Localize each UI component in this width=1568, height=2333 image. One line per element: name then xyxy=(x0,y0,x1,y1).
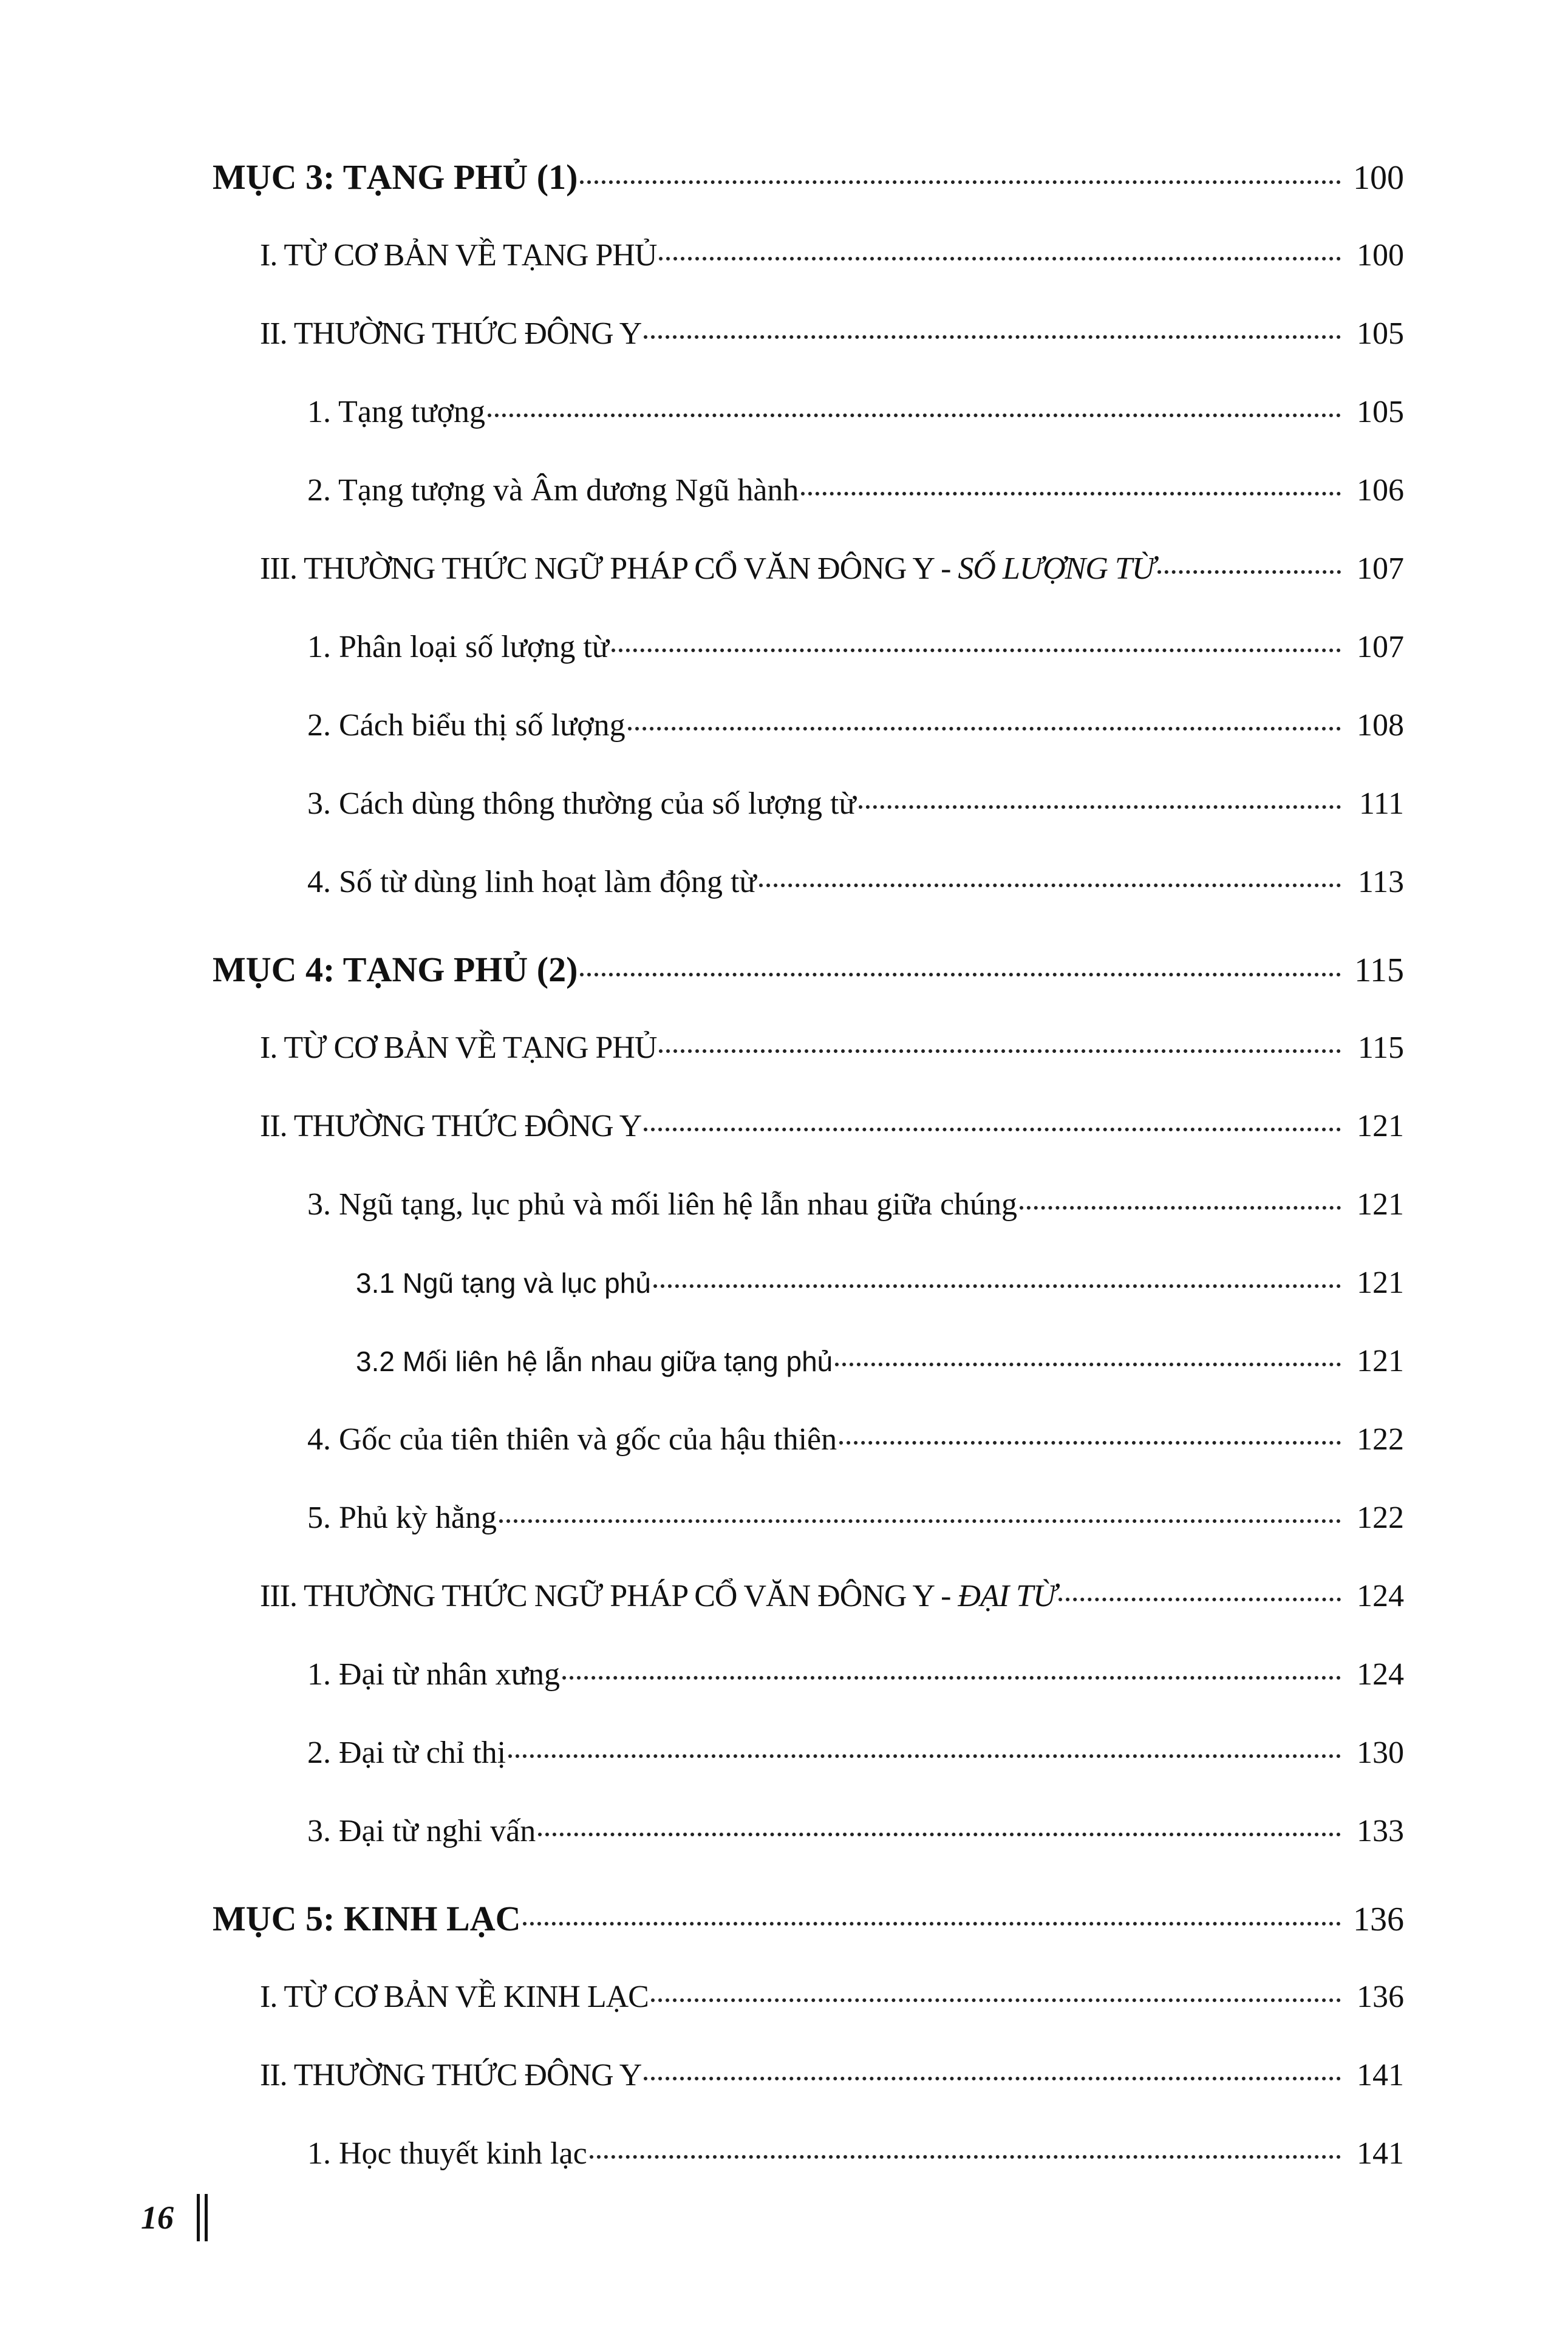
dot-leader xyxy=(644,2077,1341,2080)
toc-entry-title: 2. Tạng tượng và Âm dương Ngũ hành xyxy=(307,473,799,508)
toc-entry-title: 4. Gốc của tiên thiên và gốc của hậu thiên xyxy=(307,1422,837,1457)
dot-leader xyxy=(538,1833,1341,1836)
toc-entry-page: 107 xyxy=(1357,551,1404,586)
toc-entry-title: 1. Tạng tượng xyxy=(307,395,486,429)
toc-entry xyxy=(307,466,1404,515)
toc-entry-title: II. THƯỜNG THỨC ĐÔNG Y xyxy=(260,316,642,351)
toc-entry-title: MỤC 3: TẠNG PHỦ (1) xyxy=(213,157,578,197)
toc-entry xyxy=(307,1415,1404,1464)
dot-leader xyxy=(580,180,1341,184)
toc-entry-page: 115 xyxy=(1357,1030,1404,1065)
toc-entry-page: 111 xyxy=(1358,786,1404,821)
toc-entry xyxy=(356,1337,1404,1386)
toc-entry-page: 100 xyxy=(1357,238,1404,273)
toc-entry-page: 107 xyxy=(1357,630,1404,664)
dot-leader xyxy=(562,1676,1341,1680)
toc-entry xyxy=(260,2051,1404,2100)
toc-entry-title: 2. Đại từ chỉ thị xyxy=(307,1735,506,1770)
toc-entry-page: 136 xyxy=(1357,1980,1404,2014)
toc-entry-page: 113 xyxy=(1357,865,1404,899)
folio-divider xyxy=(205,2194,208,2241)
dot-leader xyxy=(759,884,1341,887)
toc-entry-page: 121 xyxy=(1357,1344,1404,1378)
toc-entry-title: 4. Số từ dùng linh hoạt làm động từ xyxy=(307,865,757,899)
toc-entry-title: 3.2 Mối liên hệ lẫn nhau giữa tạng phủ xyxy=(356,1346,833,1377)
toc-entry-section-4 xyxy=(213,945,1404,994)
toc-entry-page: 121 xyxy=(1357,1265,1404,1300)
toc-entry xyxy=(356,1259,1404,1307)
dot-leader xyxy=(801,492,1341,496)
toc-entry-title xyxy=(260,1572,1056,1621)
dot-leader xyxy=(628,727,1341,731)
toc-entry xyxy=(260,545,1404,593)
dot-leader xyxy=(1020,1206,1341,1210)
toc-entry xyxy=(307,623,1404,672)
toc-entry-section-5 xyxy=(213,1895,1404,1943)
toc-entry xyxy=(307,780,1404,828)
toc-entry-page: 115 xyxy=(1354,952,1404,989)
toc-entry xyxy=(307,701,1404,750)
dot-leader xyxy=(523,1922,1341,1926)
folio-divider xyxy=(197,2194,200,2241)
toc-entry-page: 105 xyxy=(1357,395,1404,429)
toc-entry-title: 1. Phân loại số lượng từ xyxy=(307,630,609,664)
toc-entry-title xyxy=(260,545,1155,593)
dot-leader xyxy=(499,1519,1341,1523)
page-number: 16 xyxy=(141,2199,174,2236)
toc-entry-title-text: III. THƯỜNG THỨC NGỮ PHÁP CỔ VĂN ĐÔNG Y - xyxy=(260,1579,958,1613)
dot-leader xyxy=(659,1049,1341,1053)
toc-entry-section-3 xyxy=(213,153,1404,202)
toc-entry-page: 141 xyxy=(1357,2136,1404,2171)
toc-entry-page: 108 xyxy=(1357,708,1404,743)
toc-entry-title: 1. Học thuyết kinh lạc xyxy=(307,2136,587,2171)
dot-leader xyxy=(835,1363,1341,1366)
dot-leader xyxy=(488,414,1341,417)
dot-leader xyxy=(580,973,1341,976)
toc-entry xyxy=(307,1494,1404,1542)
toc-entry-page: 106 xyxy=(1357,473,1404,508)
toc-entry-title: I. TỪ CƠ BẢN VỀ TẠNG PHỦ xyxy=(260,238,657,273)
page-footer xyxy=(141,2193,208,2242)
toc-entry-page: 121 xyxy=(1357,1187,1404,1222)
toc-entry xyxy=(307,2130,1404,2178)
toc-entry-page: 124 xyxy=(1357,1579,1404,1613)
dot-leader xyxy=(651,1998,1341,2002)
toc-entry-page: 133 xyxy=(1357,1814,1404,1848)
toc-entry-title: MỤC 4: TẠNG PHỦ (2) xyxy=(213,950,578,989)
dot-leader xyxy=(612,649,1341,652)
dot-leader xyxy=(644,335,1341,339)
dot-leader xyxy=(653,1284,1341,1288)
toc-entry xyxy=(260,1572,1404,1621)
toc-entry xyxy=(307,1650,1404,1699)
toc-entry xyxy=(260,1973,1404,2021)
toc-entry xyxy=(307,1180,1404,1229)
dot-leader xyxy=(859,805,1341,809)
toc-entry xyxy=(307,858,1404,907)
dot-leader xyxy=(1157,570,1341,574)
toc-entry-title: 3.1 Ngũ tạng và lục phủ xyxy=(356,1267,651,1299)
toc-entry-page: 122 xyxy=(1357,1500,1404,1535)
dot-leader xyxy=(1058,1598,1341,1601)
toc-entry-page: 136 xyxy=(1353,1901,1404,1938)
dot-leader xyxy=(508,1754,1341,1758)
toc-entry xyxy=(307,1807,1404,1856)
dot-leader xyxy=(590,2155,1341,2159)
toc-entry-page: 130 xyxy=(1357,1735,1404,1770)
toc-entry-title-italic: ĐẠI TỪ xyxy=(958,1579,1057,1613)
dot-leader xyxy=(839,1441,1341,1445)
toc-entry xyxy=(260,310,1404,358)
dot-leader xyxy=(659,257,1341,261)
toc-entry xyxy=(307,1729,1404,1777)
toc-entry-title: MỤC 5: KINH LẠC xyxy=(213,1899,521,1938)
toc-entry-title: I. TỪ CƠ BẢN VỀ KINH LẠC xyxy=(260,1980,649,2014)
toc-entry-page: 141 xyxy=(1357,2058,1404,2093)
dot-leader xyxy=(644,1128,1341,1131)
toc-entry-title: 1. Đại từ nhân xưng xyxy=(307,1657,560,1692)
toc-entry-title: 2. Cách biểu thị số lượng xyxy=(307,708,625,743)
toc-entry xyxy=(260,1102,1404,1151)
toc-entry-page: 124 xyxy=(1357,1657,1404,1692)
toc-entry-title-text: III. THƯỜNG THỨC NGỮ PHÁP CỔ VĂN ĐÔNG Y - xyxy=(260,551,958,586)
toc-entry xyxy=(307,388,1404,437)
toc-entry-title: 3. Đại từ nghi vấn xyxy=(307,1814,536,1848)
toc-entry xyxy=(260,231,1404,280)
toc-entry-page: 122 xyxy=(1357,1422,1404,1457)
toc-entry xyxy=(260,1024,1404,1072)
toc-entry-title: I. TỪ CƠ BẢN VỀ TẠNG PHỦ xyxy=(260,1030,657,1065)
toc-entry-title: 3. Cách dùng thông thường của số lượng từ xyxy=(307,786,856,821)
toc-entry-page: 121 xyxy=(1357,1109,1404,1143)
toc-entry-title: II. THƯỜNG THỨC ĐÔNG Y xyxy=(260,1109,642,1143)
toc-entry-title: 3. Ngũ tạng, lục phủ và mối liên hệ lẫn nhau giữa chúng xyxy=(307,1187,1018,1222)
toc-entry-title: 5. Phủ kỳ hằng xyxy=(307,1500,497,1535)
toc-entry-page: 105 xyxy=(1357,316,1404,351)
toc-entry-title: II. THƯỜNG THỨC ĐÔNG Y xyxy=(260,2058,642,2093)
toc-entry-page: 100 xyxy=(1353,159,1404,197)
toc-entry-title-italic: SỐ LƯỢNG TỪ xyxy=(958,551,1155,586)
